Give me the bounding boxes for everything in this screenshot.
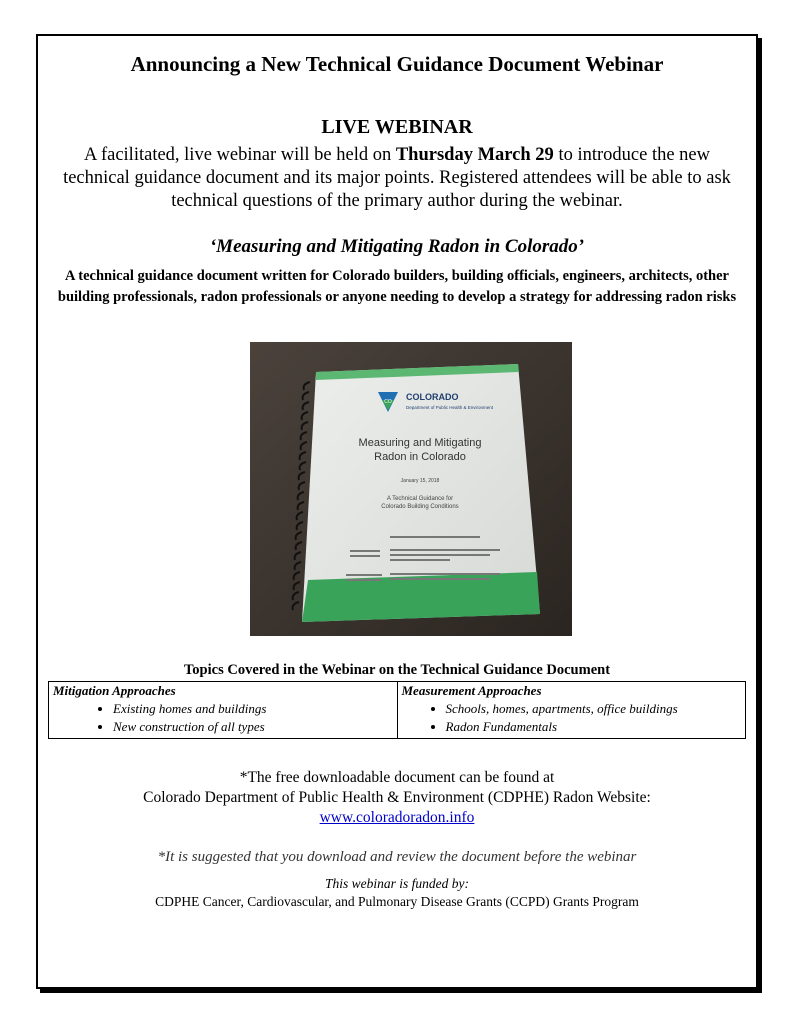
list-item: • Existing homes and buildings <box>113 700 393 718</box>
photo-doc-title-line2: Radon in Colorado <box>374 451 466 463</box>
list-item: • Schools, homes, apartments, office buildings <box>446 700 742 718</box>
grant-program: CDPHE Cancer, Cardiovascular, and Pulmonary Disease Grants (CCPD) Grants Program <box>155 894 639 909</box>
document-description: A technical guidance document written for Colorado builders, building officials, engineers, architects, other building professionals, radon professionals or anyone needing to develop a strategy for addressing radon risks <box>57 268 737 305</box>
download-line-2: Colorado Department of Public Health & Environment (CDPHE) Radon Website: <box>143 789 651 806</box>
intro-text-after: to introduce the new technical guidance document and its major points. Registered attendees will be able to ask technical questions of the primary author during the webinar. <box>63 145 731 211</box>
measurement-cell <box>397 682 746 739</box>
photo-date: January 15, 2018 <box>400 478 440 484</box>
photo-subtitle-line2: Colorado Building Conditions <box>381 504 459 510</box>
photo-dept: Department of Public Health & Environment <box>406 405 494 410</box>
mitigation-cell <box>49 682 398 739</box>
page-title: Announcing a New Technical Guidance Document Webinar <box>130 52 664 76</box>
photo-subtitle-line1: A Technical Guidance for <box>386 496 454 502</box>
live-webinar-heading: LIVE WEBINAR <box>321 116 473 138</box>
document-photo <box>250 342 572 636</box>
topics-table <box>48 681 746 739</box>
download-note <box>38 768 756 828</box>
download-line-1: *The free downloadable document can be found at <box>239 769 555 786</box>
document-title: ‘Measuring and Mitigating Radon in Colorado’ <box>209 236 585 257</box>
suggestion-note: *It is suggested that you download and review the document before the webinar <box>157 849 637 865</box>
webinar-date: Thursday March 29 <box>395 145 554 165</box>
radon-website-link[interactable]: www.coloradoradon.info <box>319 809 475 826</box>
measurement-heading: Measurement Approaches <box>401 683 542 698</box>
intro-text-before: A facilitated, live webinar will be held on <box>84 145 396 165</box>
funded-by-label: This webinar is funded by: <box>325 876 469 891</box>
topics-heading: Topics Covered in the Webinar on the Technical Guidance Document <box>183 662 611 678</box>
photo-brand: COLORADO <box>406 392 459 402</box>
photo-doc-title-line1: Measuring and Mitigating <box>358 437 482 449</box>
document-photo-illustration <box>250 342 572 636</box>
mitigation-heading: Mitigation Approaches <box>53 683 176 698</box>
logo-text: CO <box>384 399 392 405</box>
flyer-frame <box>36 34 758 989</box>
list-item: • Radon Fundamentals <box>446 718 742 736</box>
list-item: • New construction of all types <box>113 718 393 736</box>
webinar-intro <box>56 144 738 213</box>
